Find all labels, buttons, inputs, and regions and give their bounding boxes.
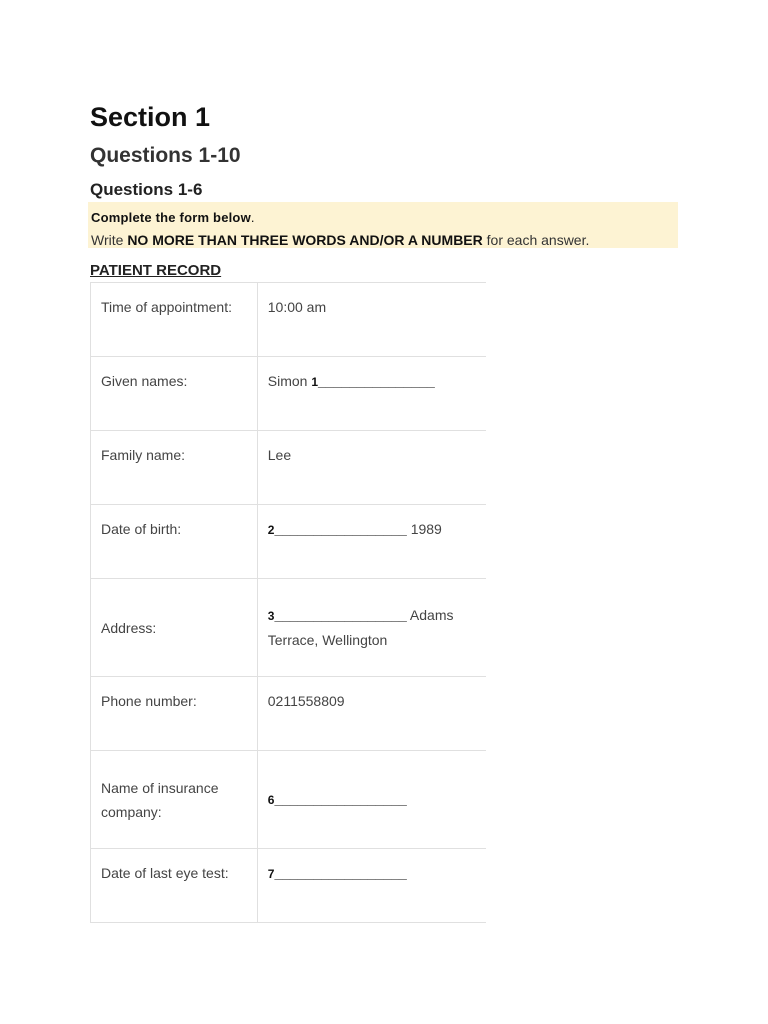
row-label: Date of last eye test: <box>91 849 258 923</box>
answer-blank[interactable]: _________________ <box>274 607 407 623</box>
question-number: 1 <box>311 375 319 389</box>
table-row <box>91 579 487 677</box>
answer-blank[interactable]: _________________ <box>274 521 407 537</box>
instruction-complete-form: Complete the form below <box>91 210 251 225</box>
value-text: 0211558809 <box>267 693 345 709</box>
instruction-line-2-end: for each answer. <box>482 232 590 248</box>
table-row <box>91 849 487 923</box>
answer-blank[interactable]: _________________ <box>274 791 407 807</box>
answer-blank[interactable]: _________________ <box>274 865 407 881</box>
value-text: Adams Terrace, Wellington <box>267 607 454 648</box>
row-value <box>257 579 486 677</box>
row-label: Address: <box>91 579 258 677</box>
question-number: 7 <box>267 867 275 881</box>
instructions-box <box>88 202 678 248</box>
instruction-word-limit: NO MORE THAN THREE WORDS AND/OR A NUMBER <box>127 232 483 248</box>
table-row <box>91 283 487 357</box>
row-value <box>257 677 486 751</box>
form-heading: PATIENT RECORD <box>90 262 222 279</box>
row-label: Family name: <box>91 431 258 505</box>
questions-range-heading: Questions 1-10 <box>90 144 241 167</box>
question-number: 2 <box>267 523 275 537</box>
instruction-line-1 <box>91 207 675 229</box>
value-text: 10:00 am <box>267 299 327 315</box>
row-label: Given names: <box>91 357 258 431</box>
value-text: Simon <box>267 373 312 389</box>
table-row <box>91 505 487 579</box>
question-number: 3 <box>267 609 275 623</box>
row-label: Date of birth: <box>91 505 258 579</box>
row-value <box>257 849 486 923</box>
table-row <box>91 677 487 751</box>
table-row <box>91 431 487 505</box>
instruction-line-2 <box>91 229 675 251</box>
row-label: Phone number: <box>91 677 258 751</box>
row-value <box>257 505 486 579</box>
row-value <box>257 283 486 357</box>
row-value <box>257 751 486 849</box>
question-number: 6 <box>267 793 275 807</box>
value-text: 1989 <box>406 521 442 537</box>
value-text: Lee <box>267 447 292 463</box>
table-row <box>91 357 487 431</box>
table-row <box>91 751 487 849</box>
instruction-line-1-end: . <box>250 210 255 225</box>
questions-subrange-heading: Questions 1-6 <box>90 180 203 199</box>
patient-record-table <box>90 282 486 923</box>
row-label: Name of insurance company: <box>91 751 258 849</box>
row-value <box>257 431 486 505</box>
row-label: Time of appointment: <box>91 283 258 357</box>
section-title: Section 1 <box>90 102 211 132</box>
row-value <box>257 357 486 431</box>
answer-blank[interactable]: _______________ <box>318 373 435 389</box>
instruction-write: Write <box>91 232 128 248</box>
